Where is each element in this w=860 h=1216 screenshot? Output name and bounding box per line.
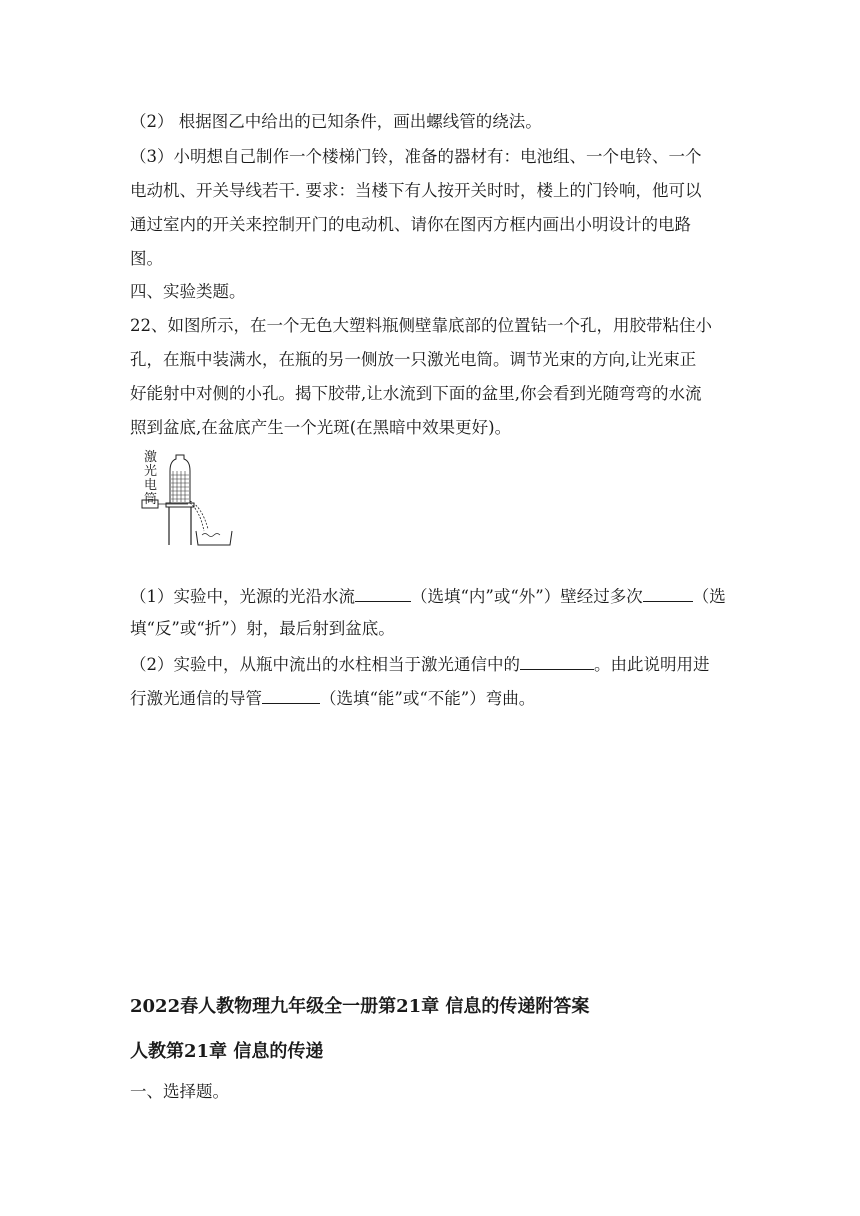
q21-part3-line4: 图。 — [130, 249, 163, 268]
q21-part3-line2: 电动机、开关导线若干. 要求：当楼下有人按开关时时，楼上的门铃响，他可以 — [130, 181, 702, 200]
q22-stem-line3: 好能射中对侧的小孔。揭下胶带,让水流到下面的盆里,你会看到光随弯弯的水流 — [130, 384, 702, 403]
q22-sub2-line2 — [130, 687, 535, 709]
section-heading-choice: 一、选择题。 — [130, 1082, 229, 1101]
q22-sub1-text-c: （选 — [692, 587, 726, 606]
q21-part3-line1: （3）小明想自己制作一个楼梯门铃，准备的器材有：电池组、一个电铃、一个 — [130, 147, 702, 166]
answer-blank-4[interactable] — [262, 687, 320, 704]
figure-label-char-4: 筒 — [144, 492, 158, 507]
q22-sub2-text-c: 行激光通信的导管 — [130, 689, 262, 708]
document-subtitle: 人教第21章 信息的传递 — [130, 1041, 324, 1062]
figure-label-char-1: 激 — [144, 450, 158, 465]
answer-blank-1[interactable] — [355, 585, 411, 602]
q22-sub1-line1 — [130, 585, 726, 607]
section-heading-experiments: 四、实验类题。 — [130, 282, 246, 301]
q22-stem-line2: 孔，在瓶中装满水，在瓶的另一侧放一只激光电筒。调节光束的方向,让光束正 — [130, 350, 697, 369]
q22-sub1-line2: 填“反”或“折”）射，最后射到盆底。 — [130, 619, 395, 638]
q21-part2: （2） 根据图乙中给出的已知条件，画出螺线管的绕法。 — [130, 112, 542, 131]
q22-sub2-text-a: （2）实验中，从瓶中流出的水柱相当于激光通信中的 — [130, 655, 520, 674]
q22-sub1-text-b: （选填“内”或“外”）壁经过多次 — [411, 587, 643, 606]
q22-sub2-text-d: （选填“能”或“不能”）弯曲。 — [320, 689, 536, 708]
q21-part3-line3: 通过室内的开关来控制开门的电动机、请你在图丙方框内画出小明设计的电路 — [130, 215, 691, 234]
q22-sub2-text-b: 。由此说明用进 — [594, 655, 710, 674]
answer-blank-3[interactable] — [520, 653, 594, 670]
q22-stem-line1: 22、如图所示，在一个无色大塑料瓶侧壁靠底部的位置钻一个孔，用胶带粘住小 — [130, 316, 712, 335]
q22-stem-line4: 照到盆底,在盆底产生一个光斑(在黑暗中效果更好)。 — [130, 418, 512, 437]
q22-sub2-line1 — [130, 653, 710, 675]
document-title: 2022春人教物理九年级全一册第21章 信息的传递附答案 — [130, 996, 590, 1017]
figure-label-char-3: 电 — [144, 478, 158, 493]
experiment-figure — [140, 445, 240, 555]
q22-sub1-text-a: （1）实验中，光源的光沿水流 — [130, 587, 355, 606]
figure-label-char-2: 光 — [144, 464, 158, 479]
answer-blank-2[interactable] — [643, 585, 693, 602]
